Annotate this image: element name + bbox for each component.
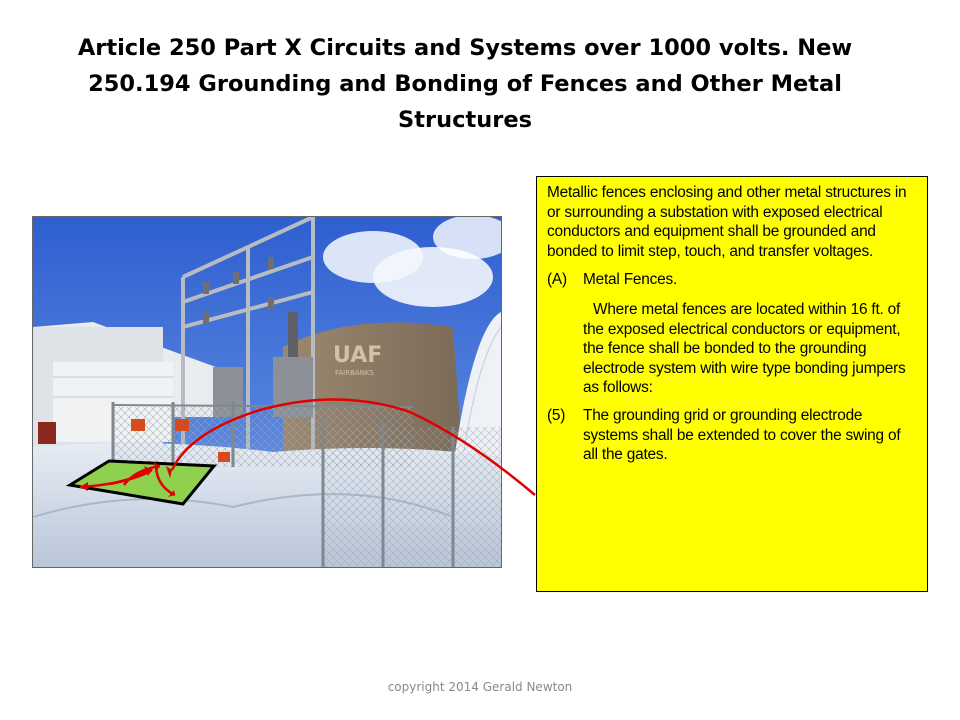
intro-paragraph: Metallic fences enclosing and other metal structures in or surrounding a substation with exposed electrical conductors and equipment shall be grounded and bonded to limit step, touch, and transfer voltages. — [547, 184, 907, 260]
item-a-heading: Metal Fences. — [583, 271, 678, 289]
warning-sign — [131, 419, 145, 431]
title-line-1: Article 250 Part X Circuits and Systems over 1000 volts. New — [77, 35, 853, 61]
gate-fence — [323, 427, 501, 567]
warning-sign — [175, 419, 189, 431]
building-door — [38, 422, 56, 444]
tank-subsign: FAIRBANKS — [335, 369, 374, 377]
item-a-number: (A) — [547, 271, 567, 289]
substation-photo — [32, 216, 502, 568]
title-line-2: 250.194 Grounding and Bonding of Fences and Other Metal — [88, 71, 842, 97]
item-a-paragraph: Where metal fences are located within 16 ft. of the exposed electrical conductors or equipment, the fence shall be bonded to the grounding electrode system with wire type bonding jumpers as follows: — [583, 300, 906, 397]
slide-title — [40, 30, 890, 138]
code-text-box — [536, 176, 928, 592]
title-line-3: Structures — [398, 107, 532, 133]
item-5-number: (5) — [547, 406, 566, 424]
item-5-text: The grounding grid or grounding electrode systems shall be extended to cover the swing of all the gates. — [583, 406, 901, 464]
copyright-notice: copyright 2014 Gerald Newton — [387, 680, 573, 694]
item-a — [547, 270, 919, 290]
warning-sign — [218, 452, 230, 462]
item-5 — [547, 406, 919, 465]
tank-sign: UAF — [333, 343, 383, 368]
